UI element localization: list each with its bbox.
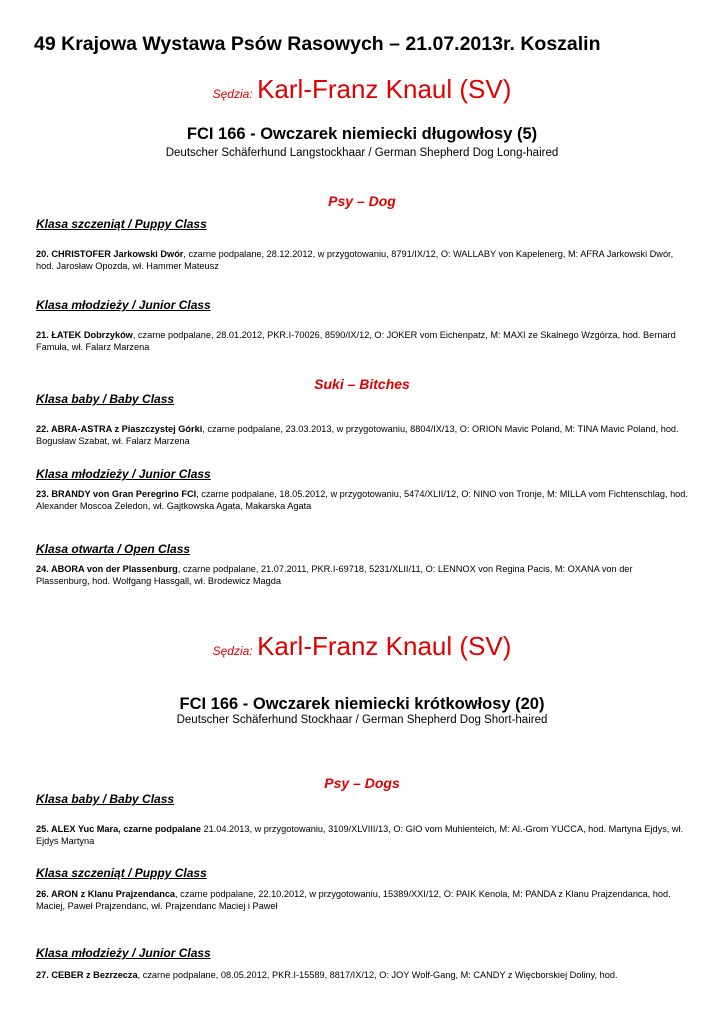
entry-details: 21.04.2013, w przygotowaniu, 3109/XLVIII/13, O: GIO vom Muhlenteich, M: Al.-Grom YUCCA, hod. Martyna Ejdys, wł. Ejdys Martyna [36,824,684,846]
sex-group-heading: Psy – Dog [328,193,396,209]
class-heading: Klasa młodzieży / Junior Class [36,467,211,481]
entry-details: , czarne podpalane, 08.05.2012, PKR.I-15589, 8817/IX/12, O: JOY Wolf-Gang, M: CANDY z Więcborskiej Doliny, hod. [137,970,618,980]
entry-details: , czarne podpalane, 18.05.2012, w przygotowaniu, 5474/XLII/12, O: NINO von Tronje, M: MILLA vom Fichtenschlag, hod. Alexander Moscoa Zeledon, wł. Gajtkowska Agata, Makarska Agata [36,489,688,511]
class-heading: Klasa baby / Baby Class [36,792,175,806]
entry [36,329,688,353]
entry-name: 26. ARON z Klanu Prajzendanca [36,889,176,899]
entry [36,969,688,981]
judge-name: Karl-Franz Knaul (SV) [257,631,512,661]
judge-heading [0,631,724,662]
class-heading: Klasa młodzieży / Junior Class [36,946,211,960]
document-title: 49 Krajowa Wystawa Psów Rasowych – 21.07.2013r. Koszalin [34,33,601,55]
breed-subtitle: Deutscher Schäferhund Stockhaar / German Shepherd Dog Short-haired [176,714,548,726]
entry-name: 23. BRANDY von Gran Peregrino FCI [36,489,197,499]
class-heading: Klasa szczeniąt / Puppy Class [36,217,207,231]
class-heading: Klasa szczeniąt / Puppy Class [36,866,207,880]
entry-name: 21. ŁATEK Dobrzyków [36,330,133,340]
class-heading: Klasa otwarta / Open Class [36,542,191,556]
entry-details: , czarne podpalane, 28.01.2012, PKR.I-70026, 8590/IX/12, O: JOKER vom Eichenpatz, M: MAXI ze Skalnego Wzgórza, hod. Bernard Famuła, wł. Falarz Marzena [36,330,676,352]
entry [36,248,688,272]
entry [36,888,688,912]
entry [36,563,688,587]
class-heading: Klasa młodzieży / Junior Class [36,298,211,312]
entry-name: 24. ABORA von der Plassenburg [36,564,178,574]
entry-details: , czarne podpalane, 22.10.2012, w przygotowaniu, 15389/XXI/12, O: PAIK Kenola, M: PANDA z Klanu Prajzendanca, hod. Maciej, Paweł Prajzendanc, wł. Prajzendanc Maciej i Paweł [36,889,671,911]
entry [36,823,688,847]
breed-subtitle: Deutscher Schäferhund Langstockhaar / German Shepherd Dog Long-haired [165,147,559,159]
entry [36,423,688,447]
entry-details: , czarne podpalane, 21.07.2011, PKR.I-69718, 5231/XLII/11, O: LENNOX von Regina Pacis, M: OXANA von der Plassenburg, hod. Wolfgang Hassgall, wł. Brodewicz Magda [36,564,633,586]
judge-name: Karl-Franz Knaul (SV) [257,74,512,104]
judge-label: Sędzia: [212,87,253,101]
judge-heading [0,74,724,105]
entry-name: 22. ABRA-ASTRA z Piaszczystej Górki [36,424,203,434]
sex-group-heading: Psy – Dogs [324,775,400,791]
class-heading: Klasa baby / Baby Class [36,392,175,406]
entry-name: 25. ALEX Yuc Mara, czarne podpalane [36,824,201,834]
entry-name: 20. CHRISTOFER Jarkowski Dwór [36,249,184,259]
breed-title: FCI 166 - Owczarek niemiecki długowłosy (5) [186,125,538,143]
entry-details: , czarne podpalane, 23.03.2013, w przygotowaniu, 8804/IX/13, O: ORION Mavic Poland, M: TINA Mavic Poland, hod. Bogusław Szabat, wł. Falarz Marzena [36,424,679,446]
sex-group-heading: Suki – Bitches [314,376,410,392]
entry-details: , czarne podpalane, 28.12.2012, w przygotowaniu, 8791/IX/12, O: WALLABY von Kapelenerg, M: AFRA Jarkowski Dwór, hod. Jarosław Opozda, wł. Hammer Mateusz [36,249,674,271]
judge-label: Sędzia: [212,644,253,658]
entry-name: 27. CEBER z Bezrzecza [36,970,138,980]
breed-title: FCI 166 - Owczarek niemiecki krótkowłosy (20) [179,695,545,713]
entry [36,488,688,512]
